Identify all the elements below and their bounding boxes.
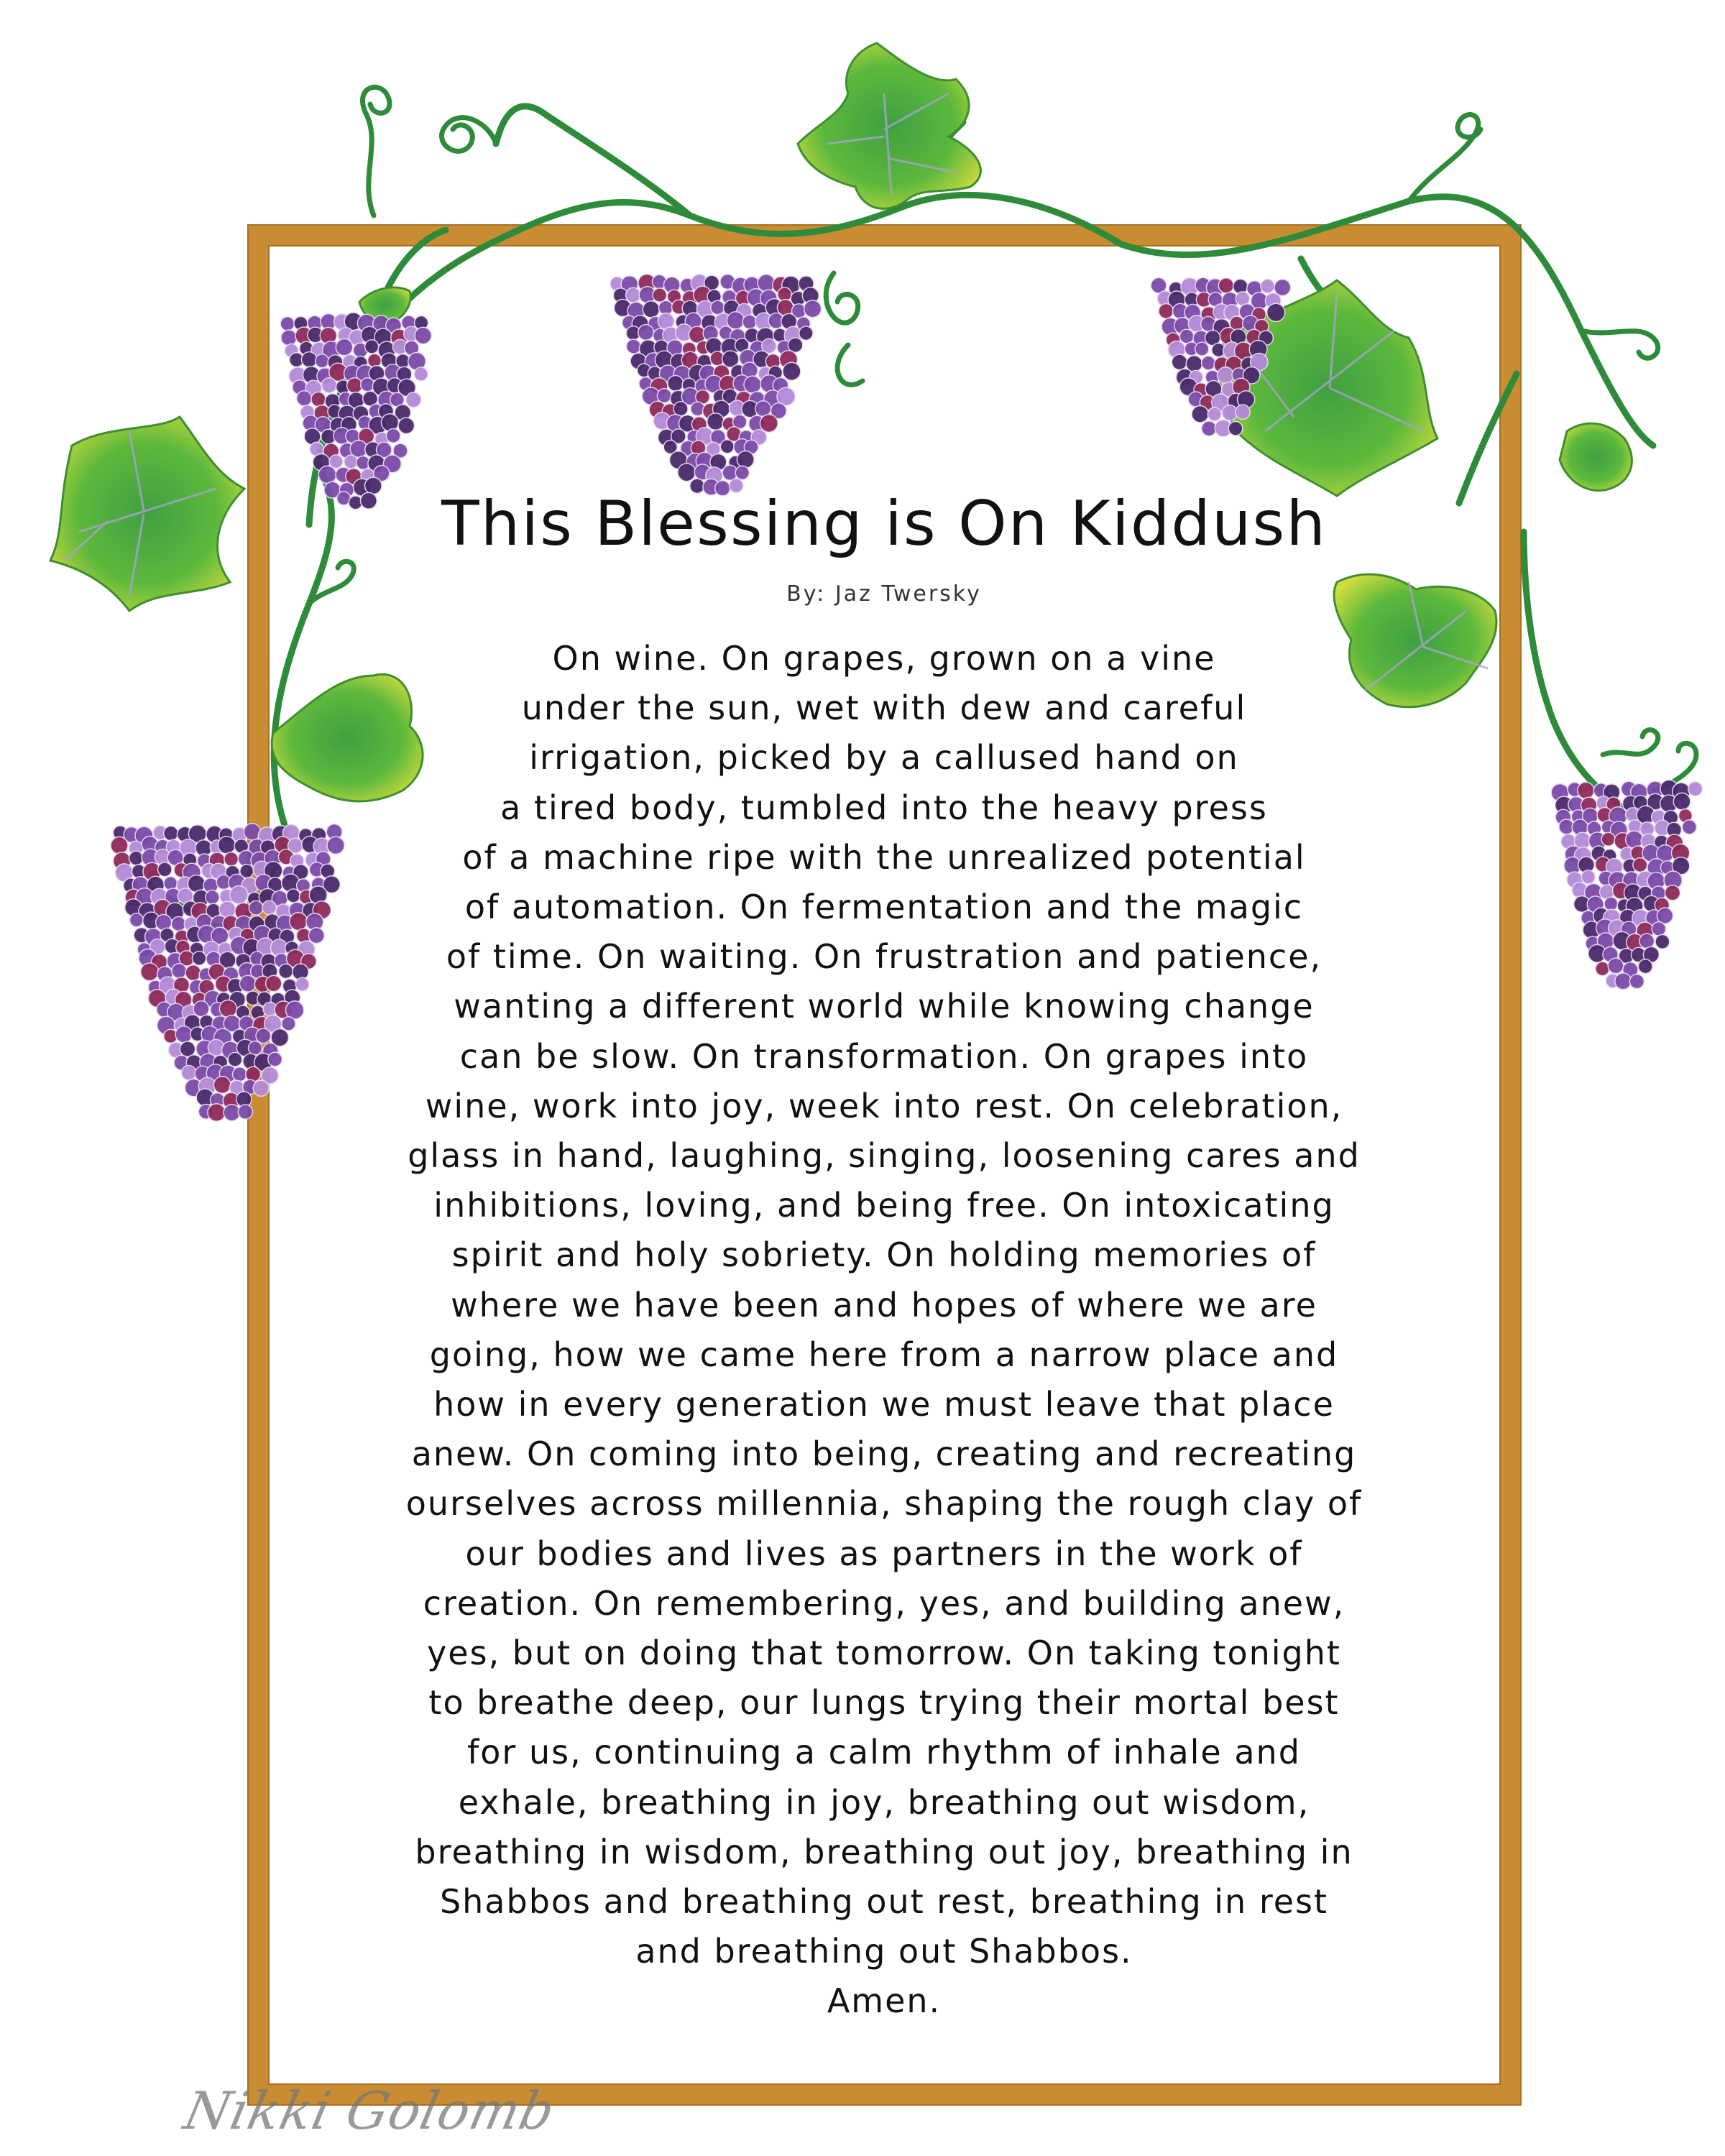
grape-cluster-icon: [610, 275, 822, 496]
blessing-line: a tired body, tumbled into the heavy press: [500, 788, 1268, 827]
blessing-line: wanting a different world while knowing change: [454, 987, 1315, 1026]
blessing-line: can be slow. On transformation. On grapes into: [459, 1036, 1309, 1076]
blessing-line: of time. On waiting. On frustration and patience,: [446, 937, 1322, 977]
byline: By: Jaz Twersky: [786, 581, 982, 607]
grape-cluster-icon: [1551, 780, 1702, 990]
blessing-line: where we have been and hopes of where we are: [451, 1285, 1317, 1325]
blessing-line: Amen.: [827, 1981, 942, 2021]
blessing-line: wine, work into joy, week into rest. On celebration,: [425, 1086, 1343, 1125]
blessing-line: inhibitions, loving, and being free. On intoxicating: [433, 1186, 1335, 1225]
blessing-line: our bodies and lives as partners in the work of: [465, 1534, 1303, 1573]
blessing-line: for us, continuing a calm rhythm of inhale and: [467, 1733, 1301, 1772]
blessing-line: and breathing out Shabbos.: [635, 1932, 1133, 1971]
blessing-line: to breathe deep, our lungs trying their mortal best: [428, 1683, 1340, 1723]
blessing-line: glass in hand, laughing, singing, loosening cares and: [408, 1135, 1361, 1175]
blessing-line: how in every generation we must leave that place: [433, 1384, 1335, 1424]
blessing-line: going, how we came here from a narrow place and: [429, 1335, 1339, 1374]
blessing-line: Shabbos and breathing out rest, breathing in rest: [439, 1881, 1329, 1921]
blessing-line: of automation. On fermentation and the magic: [464, 887, 1304, 926]
blessing-line: On wine. On grapes, grown on a vine: [552, 638, 1216, 678]
grape-cluster-icon: [1151, 277, 1290, 436]
blessing-line: creation. On remembering, yes, and building anew,: [423, 1583, 1346, 1623]
blessing-content: [302, 489, 1466, 2027]
blessing-line: yes, but on doing that tomorrow. On taking tonight: [427, 1633, 1341, 1672]
blessing-line: irrigation, picked by a callused hand on: [529, 738, 1239, 778]
artist-signature: Nikki Golomb: [179, 2081, 561, 2141]
blessing-line: ourselves across millennia, shaping the rough clay of: [405, 1484, 1363, 1524]
blessing-line: spirit and holy sobriety. On holding memories of: [451, 1235, 1317, 1275]
blessing-line: of a machine ripe with the unrealized potential: [462, 837, 1306, 877]
blessing-line: exhale, breathing in joy, breathing out wisdom,: [458, 1782, 1310, 1822]
blessing-line: under the sun, wet with dew and careful: [521, 688, 1247, 728]
grape-cluster-icon: [280, 313, 431, 510]
blessing-line: anew. On coming into being, creating and recreating: [411, 1434, 1357, 1474]
blessing-line: breathing in wisdom, breathing out joy, breathing in: [415, 1832, 1353, 1871]
blessing-body: [302, 634, 1466, 2027]
page-title: This Blessing is On Kiddush: [441, 488, 1327, 560]
